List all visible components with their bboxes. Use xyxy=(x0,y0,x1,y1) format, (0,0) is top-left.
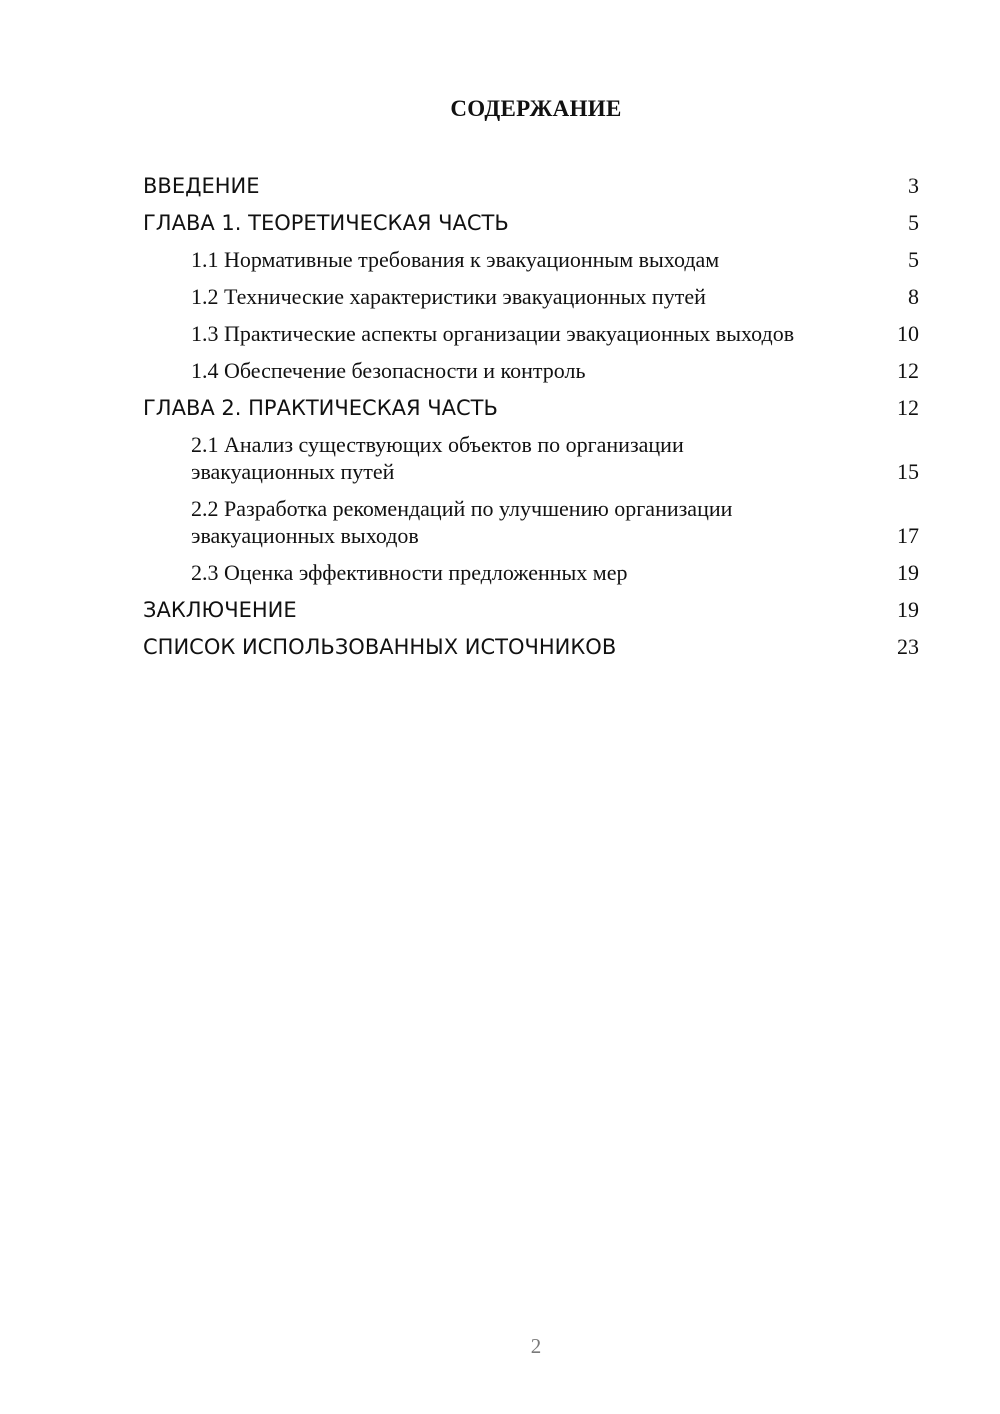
page-title: СОДЕРЖАНИЕ xyxy=(450,96,622,121)
toc-entry-page: 15 xyxy=(897,459,919,484)
toc-entry-chapter-2[interactable] xyxy=(143,390,919,427)
toc-entry-page: 5 xyxy=(908,210,919,235)
page-number: 2 xyxy=(530,1334,542,1358)
toc-entry-page: 23 xyxy=(897,634,919,659)
toc-entry-section-2-3[interactable] xyxy=(143,555,919,592)
toc-entry-section-1-2[interactable] xyxy=(143,279,919,316)
toc-entry-page: 5 xyxy=(908,247,919,272)
toc-entry-page: 10 xyxy=(897,321,919,346)
toc-entry-title: ЗАКЛЮЧЕНИЕ xyxy=(143,598,297,622)
toc-entry-section-1-4[interactable] xyxy=(143,353,919,390)
toc-entry-title: 2.1 Анализ существующих объектов по организации эвакуационных путей xyxy=(191,432,684,484)
toc-entry-title: 2.3 Оценка эффективности предложенных мер xyxy=(191,560,628,585)
toc-entry-title: 1.2 Технические характеристики эвакуационных путей xyxy=(191,284,706,309)
table-of-contents xyxy=(143,168,919,666)
toc-entry-title: ГЛАВА 1. ТЕОРЕТИЧЕСКАЯ ЧАСТЬ xyxy=(143,211,509,235)
toc-entry-introduction[interactable] xyxy=(143,168,919,205)
toc-entry-section-2-2[interactable] xyxy=(143,491,919,555)
toc-entry-section-2-1[interactable] xyxy=(143,427,919,491)
toc-entry-conclusion[interactable] xyxy=(143,592,919,629)
toc-entry-title: 1.3 Практические аспекты организации эвакуационных выходов xyxy=(191,321,795,346)
toc-entry-page: 19 xyxy=(897,597,919,622)
toc-entry-chapter-1[interactable] xyxy=(143,205,919,242)
toc-entry-page: 3 xyxy=(908,173,919,198)
toc-entry-page: 12 xyxy=(897,395,919,420)
toc-entry-section-1-3[interactable] xyxy=(143,316,919,353)
toc-entry-page: 12 xyxy=(897,358,919,383)
toc-entry-title: 1.1 Нормативные требования к эвакуационным выходам xyxy=(191,247,720,272)
toc-entry-references[interactable] xyxy=(143,629,919,666)
toc-entry-title: 2.2 Разработка рекомендаций по улучшению организации эвакуационных выходов xyxy=(191,496,733,548)
toc-entry-title: ВВЕДЕНИЕ xyxy=(143,174,260,198)
toc-entry-title: ГЛАВА 2. ПРАКТИЧЕСКАЯ ЧАСТЬ xyxy=(143,396,498,420)
toc-entry-page: 8 xyxy=(908,284,919,309)
toc-entry-title: СПИСОК ИСПОЛЬЗОВАННЫХ ИСТОЧНИКОВ xyxy=(143,635,617,659)
toc-entry-title: 1.4 Обеспечение безопасности и контроль xyxy=(191,358,586,383)
toc-entry-page: 19 xyxy=(897,560,919,585)
toc-entry-page: 17 xyxy=(897,523,919,548)
toc-entry-section-1-1[interactable] xyxy=(143,242,919,279)
